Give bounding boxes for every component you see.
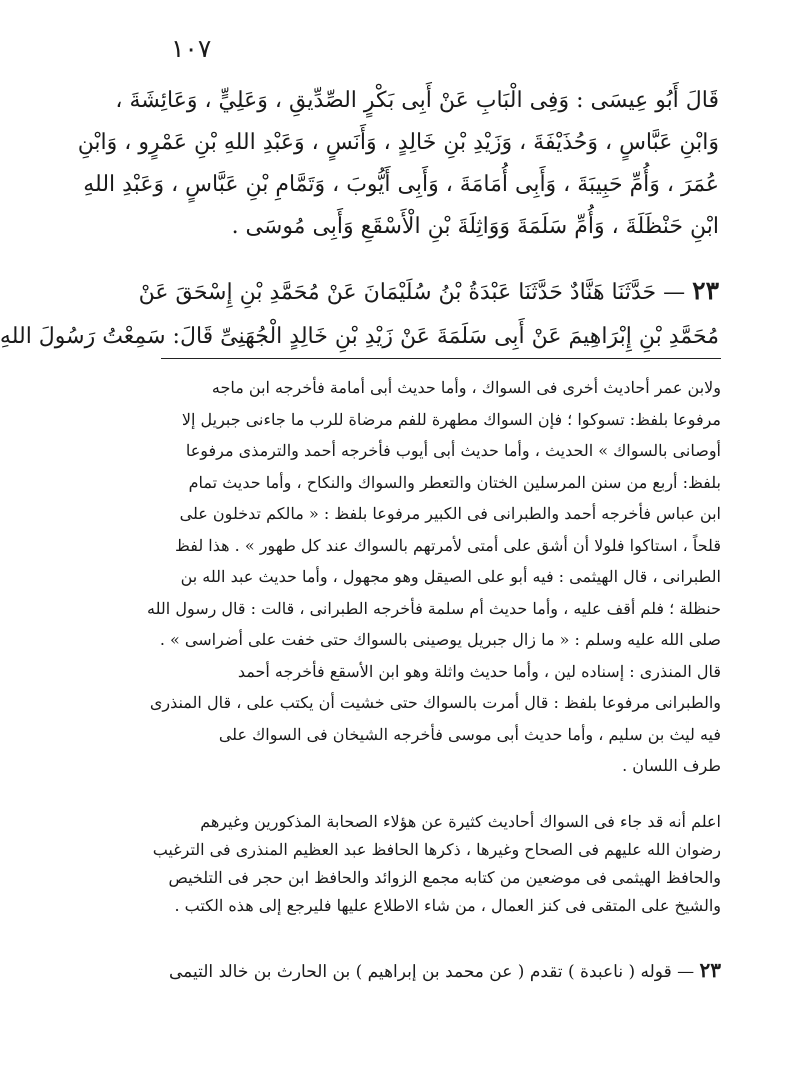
final-footnote <box>161 956 721 986</box>
hadith-block <box>0 268 719 360</box>
footnote-line: طرف اللسان . <box>622 756 721 775</box>
footnotes <box>147 372 721 782</box>
footnote-line: ولابن عمر أحاديث أخرى فى السواك ، وأما حديث أبى أمامة فأخرجه ابن ماجه <box>211 378 721 397</box>
footnote-line: الطبرانى ، قال الهيثمى : فيه أبو على الصيقل وهو مجهول ، وأما حديث عبد الله بن <box>180 567 721 586</box>
footnote-line: حنظلة ؛ فلم أقف عليه ، وأما حديث أم سلمة فأخرجه الطبرانى ، قالت : قال رسول الله <box>147 598 721 618</box>
main-text-line: قَالَ أَبُو عِيسَى : وَفِى الْبَابِ عَنْ أَبِى بَكْرٍ الصِّدِّيقِ ، وَعَلِيٍّ ، وَعَائِشَةَ ، <box>115 88 719 113</box>
main-text-line: وَابْنِ عَبَّاسٍ ، وَحُذَيْفَةَ ، وَزَيْدِ بْنِ خَالِدٍ ، وَأَنَسٍ ، وَعَبْدِ اللهِ بْنِ عَمْرٍو ، وَابْنِ <box>77 130 719 155</box>
footnote-line: أوصانى بالسواك » الحديث ، وأما حديث أبى أيوب فأخرجه أحمد والترمذى مرفوعا <box>185 441 721 460</box>
footnote-divider <box>161 358 721 359</box>
final-footnote-text: — قوله ( ناعبدة ) تقدم ( عن محمد بن إبراهيم ) بن الحارث بن خالد التيمى <box>169 962 695 982</box>
hadith-line <box>138 268 719 314</box>
final-footnote-number: ٢٣ <box>699 958 721 982</box>
main-text <box>77 80 719 248</box>
footnote-paragraph-line: والشيخ على المتقى فى كنز العمال ، من شاء الاطلاع عليها فليرجع إلى هذه الكتب . <box>174 896 721 915</box>
footnote-paragraph-line: اعلم أنه قد جاء فى السواك أحاديث كثيرة عن هؤلاء الصحابة المذكورين وغيرهم <box>200 812 721 831</box>
footnote-line: ابن عباس فأخرجه أحمد والطبرانى فى الكبير مرفوعا بلفظ : « مالكم تدخلون على <box>179 504 721 523</box>
footnote-line: والطبرانى مرفوعا بلفظ : قال أمرت بالسواك حتى خشيت أن يكتب على ، قال المنذرى <box>149 693 721 712</box>
main-text-line: ابْنِ حَنْظَلَةَ ، وَأُمِّ سَلَمَةَ وَوَاثِلَةَ بْنِ الْأَسْقَعِ وَأَبِى مُوسَى . <box>231 214 719 239</box>
page-number: ١٠٧ <box>171 34 212 63</box>
footnote-line: مرفوعا بلفظ: تسوكوا ؛ فإن السواك مطهرة للفم مرضاة للرب ما جاءنى جبريل إلا <box>181 409 721 429</box>
footnote-line: فيه ليث بن سليم ، وأما حديث أبى موسى فأخرجه الشيخان فى السواك على <box>218 724 721 744</box>
footnote-line: قلحاً ، استاكوا فلولا أن أشق على أمتى لأمرتهم بالسواك عند كل طهور » . هذا لفظ <box>175 535 721 555</box>
footnote-paragraph-line: رضوان الله عليهم فى الصحاح وغيرها ، ذكرها الحافظ عبد العظيم المنذرى فى الترغيب <box>152 840 721 859</box>
footnote-paragraph-line: والحافظ الهيثمى فى موضعين من كتابه مجمع الزوائد والحافظ ابن حجر فى التلخيص <box>168 868 721 887</box>
hadith-text: — حَدَّثَنَا هَنَّادٌ حَدَّثَنَا عَبْدَةُ بْنُ سُلَيْمَانَ عَنْ مُحَمَّدِ بْنِ إِسْحَقَ عَنْ <box>138 280 686 305</box>
footnotes-paragraph <box>152 808 721 920</box>
main-text-line: عُمَرَ ، وَأُمِّ حَبِيبَةَ ، وَأَبِى أُمَامَةَ ، وَأَبِى أَيُّوبَ ، وَتَمَّامِ بْنِ عَبَّاسٍ ، وَعَبْدِ اللهِ <box>83 172 719 197</box>
hadith-line: مُحَمَّدِ بْنِ إِبْرَاهِيمَ عَنْ أَبِى سَلَمَةَ عَنْ زَيْدِ بْنِ خَالِدٍ الْجُهَنِىِّ قَالَ: سَمِعْتُ رَسُولَ اللهِ <box>0 324 719 349</box>
footnote-line: بلفظ: أربع من سنن المرسلين الختان والتعطر والسواك والنكاح ، وأما حديث تمام <box>188 472 721 492</box>
footnote-line: صلى الله عليه وسلم : « ما زال جبريل يوصينى بالسواك حتى خفت على أضراسى » . <box>159 630 721 649</box>
hadith-number: ٢٣ <box>692 276 719 305</box>
footnote-line: قال المنذرى : إسناده لين ، وأما حديث واثلة وهو ابن الأسقع فأخرجه أحمد <box>237 661 721 681</box>
